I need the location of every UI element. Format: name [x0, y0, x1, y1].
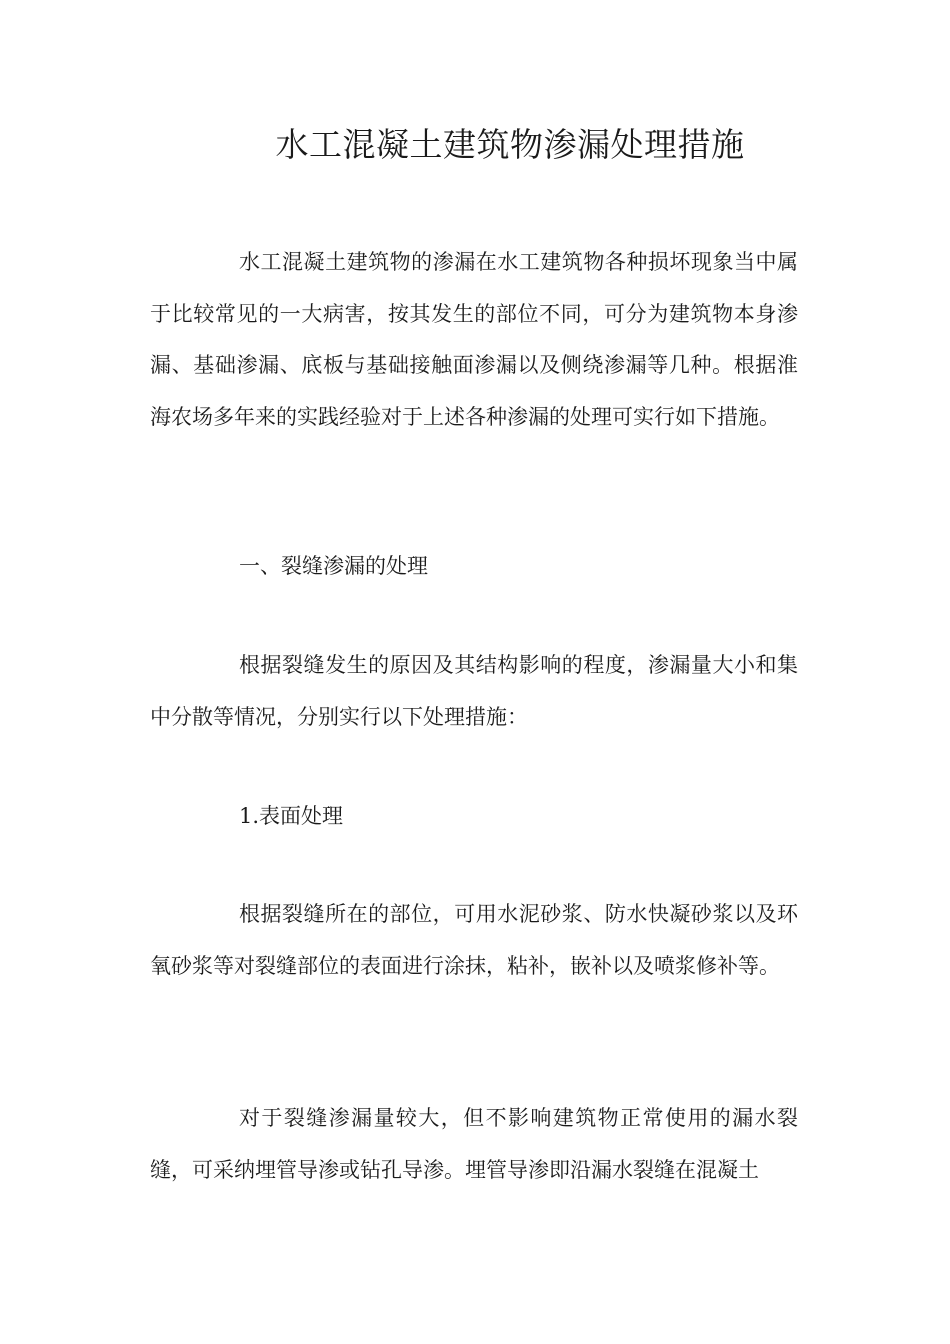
document-title: 水工混凝土建筑物渗漏处理措施: [275, 125, 745, 164]
section-1-heading: 一、裂缝渗漏的处理: [239, 554, 428, 578]
section-1-paragraph: 根据裂缝发生的原因及其结构影响的程度，渗漏量大小和集中分散等情况，分别实行以下处理措施：: [150, 653, 798, 729]
subsection-1-paragraph: 根据裂缝所在的部位，可用水泥砂浆、防水快凝砂浆以及环氧砂浆等对裂缝部位的表面进行涂抹，粘补，嵌补以及喷浆修补等。: [150, 902, 798, 978]
subsection-1-heading: 1.表面处理: [239, 804, 344, 828]
intro-paragraph: 水工混凝土建筑物的渗漏在水工建筑物各种损坏现象当中属于比较常见的一大病害，按其发生的部位不同，可分为建筑物本身渗漏、基础渗漏、底板与基础接触面渗漏以及侧绕渗漏等几种。根据淮海农场多年来的实践经验对于上述各种渗漏的处理可实行如下措施。: [150, 250, 798, 429]
subsection-1-paragraph-2: 对于裂缝渗漏量较大，但不影响建筑物正常使用的漏水裂缝，可采纳埋管导渗或钻孔导渗。埋管导渗即沿漏水裂缝在混凝土: [150, 1106, 798, 1182]
